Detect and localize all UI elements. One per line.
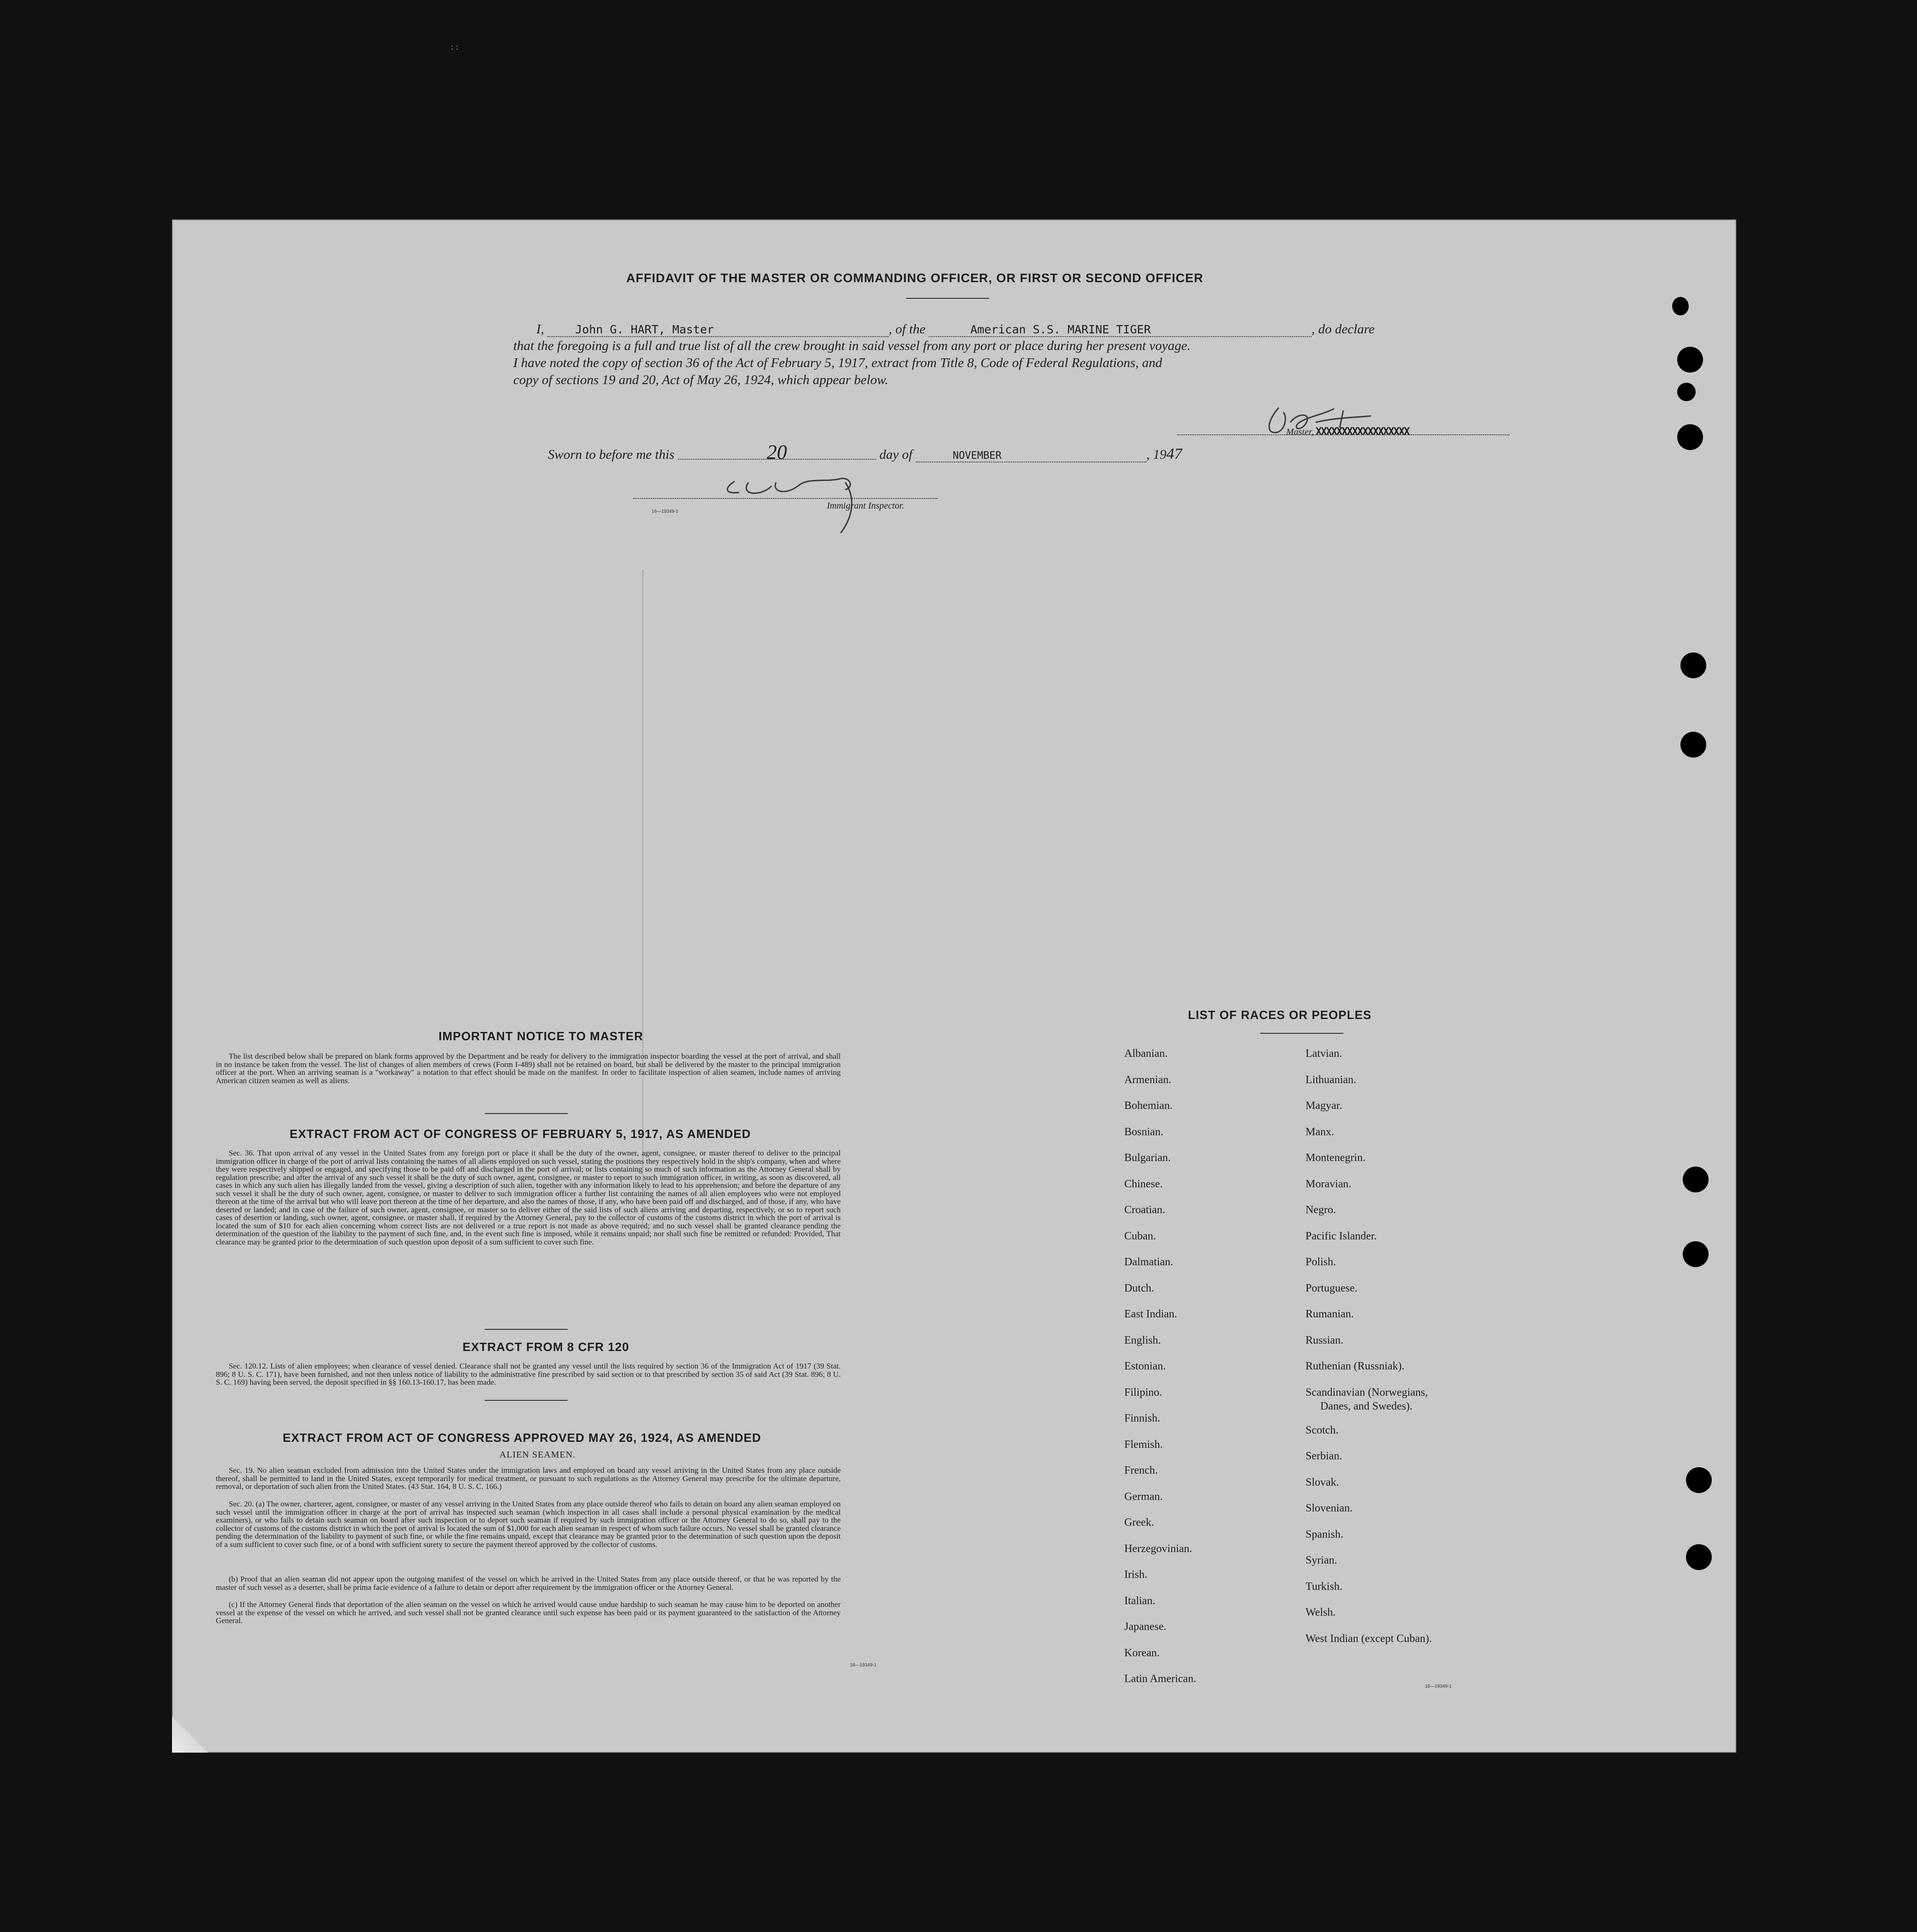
race-item: Finnish. [1124,1412,1161,1424]
inspector-signature-block [633,468,1002,538]
race-item: Montenegrin. [1306,1152,1365,1164]
race-item: Slovenian. [1306,1502,1353,1514]
punch-hole [1686,1467,1712,1493]
extract-1924-title: EXTRACT FROM ACT OF CONGRESS APPROVED MAY 26, 1924, AS AMENDED [283,1431,761,1445]
race-item: Scotch. [1306,1424,1339,1436]
blank-list-area [642,570,645,1225]
race-item: Albanian. [1124,1048,1168,1060]
affidavit-line-3: I have noted the copy of section 36 of the Act of February 5, 1917, extract from Title 8, Code of Federal Regulations, and [513,356,1163,370]
races-right-group-b [1306,1424,1432,1659]
race-item: Dutch. [1124,1282,1154,1294]
race-item: Magyar. [1306,1100,1342,1112]
sec19-body: Sec. 19. No alien seaman excluded from admission into the United States under the immigration laws and employed on board any vessel arriving in the United States from any place outside thereof, shall be permitted to land in the United States, except temporarily for medical treatment, or pursuant to such regulations as the Attorney General may prescribe for the ultimate departure, removal, or deportation of such alien from the United States. (43 Stat. 164, 8 U. S. C. 166.) [216,1466,841,1491]
race-item: Croatian. [1124,1204,1165,1216]
punch-hole [1677,383,1696,401]
race-item: West Indian (except Cuban). [1306,1632,1432,1645]
sworn-day: 20 [678,446,876,460]
race-item: Ruthenian (Russniak). [1306,1360,1405,1372]
sec20c-body: (c) If the Attorney General finds that deportation of the alien seaman on the vessel on which he arrived would cause undue hardship to such seaman he may cause him to be deported on another vessel at the expense of the vessel on which he arrived, and such vessel shall not be granted clearance until such expense has been paid or its payment guaranteed to the satisfaction of the Attorney General. [216,1600,841,1625]
punch-hole [1672,297,1689,315]
race-item: Flemish. [1124,1438,1163,1451]
race-item: Portuguese. [1306,1282,1358,1294]
race-item: Polish. [1306,1256,1336,1268]
race-item: Dalmatian. [1124,1256,1173,1268]
title-rule [906,298,989,299]
race-item: Syrian. [1306,1554,1337,1566]
affidavit-title: AFFIDAVIT OF THE MASTER OR COMMANDING OFFICER, OR FIRST OR SECOND OFFICER [626,271,1204,285]
year-prefix: , 19 [1146,447,1167,462]
races-column-left [1124,1048,1196,1699]
race-item: Korean. [1124,1647,1160,1659]
sworn-line [548,441,1182,463]
race-item: Welsh. [1306,1606,1336,1618]
race-item: Filipino. [1124,1386,1163,1399]
race-item-text: Danes, and Swedes). [1320,1400,1413,1412]
punch-hole [1683,1167,1709,1192]
race-item: Manx. [1306,1126,1334,1138]
race-item: Pacific Islander. [1306,1230,1377,1242]
punch-hole [1680,732,1706,758]
inspector-caption: Immigrant Inspector. [827,501,904,511]
folded-corner [172,1716,209,1753]
scan-mark-top: :: [450,42,460,52]
of-the-label: , of the [889,322,926,337]
races-title: LIST OF RACES OR PEOPLES [1188,1008,1372,1022]
extract-1917-body: Sec. 36. That upon arrival of any vessel in the United States from any foreign port or place it shall be the duty of the owner, agent, consignee, or master thereof to deliver to the principal immigration officer in charge of the port of arrival lists containing the names of all aliens employed on such vessel, stating the positions they respectively hold in the ship's company, when and where they were respectively shipped or engaged, and specifying those to be paid off and discharged in the port of arrival; or lists containing so much of such information as the Attorney General shall by regulation prescribe; and after the arrival of any such vessel it shall be the duty of such owner, agent, consignee, or master to report to such immigration officer, in writing, as soon as discovered, all cases in which any such alien has illegally landed from the vessel, giving a description of such alien, together with any information likely to lead to his apprehension; and before the departure of any such vessel it shall be the duty of such owner, agent, consignee, or master to deliver to such immigration officer a further list containing the names of all alien employees who were not employed thereon at the time of the arrival but who will leave port thereon at the time of her departure, and also the names of those, if any, who have been paid off and discharged, and of those, if any, who have deserted or landed; and in case of the failure of such owner, agent, consignee, or master so to deliver either of the said lists of such aliens arriving and departing, respectively, or so to report such cases of desertion or landing, such owner, agent, consignee, or master shall, if required by the Attorney General, pay to the collector of customs of the customs district in which the port of arrival is located the sum of $10 for each alien concerning whom correct lists are not delivered or a true report is not made as above required; and no such vessel shall be granted clearance pending the determination of the question of the liability to the payment of such fine, and, in the event such fine is imposed, while it remains unpaid; nor shall such fine be remitted or refunded: Provided, That clearance may be granted prior to the determination of such question upon deposit of a sum sufficient to cover such fine. [216,1149,841,1246]
race-item-text: Scandinavian (Norwegians, [1306,1386,1428,1399]
race-item: Latin American. [1124,1673,1196,1685]
race-item: Russian. [1306,1334,1344,1346]
race-item: Moravian. [1306,1178,1352,1190]
sworn-month: NOVEMBER [916,450,1146,462]
master-signature-block [1177,404,1509,436]
pronoun: I, [536,322,544,337]
punch-hole [1677,347,1703,373]
sworn-prefix: Sworn to before me this [548,447,675,462]
race-item: Turkish. [1306,1580,1342,1593]
race-item: Rumanian. [1306,1308,1354,1320]
race-item: Bosnian. [1124,1126,1163,1138]
race-item: Bulgarian. [1124,1152,1171,1164]
race-item: Italian. [1124,1594,1156,1607]
races-right-group-a [1306,1048,1432,1387]
extract-cfr-title: EXTRACT FROM 8 CFR 120 [463,1340,629,1354]
form-number-affidavit: 16—19349-1 [652,509,678,514]
punch-hole [1683,1241,1709,1267]
race-item-scandinavian [1306,1387,1432,1424]
master-caption: Master, [1286,427,1314,437]
sec20a-body: Sec. 20. (a) The owner, charterer, agent, consignee, or master of any vessel arriving in the United States from any place outside thereof who fails to detain on board any alien seaman employed on such vessel until the immigration officer in charge at the port of arrival has inspected such seaman (which inspection in all cases shall include a personal physical examination by the medical examiners), or who fails to detain such seaman on board after such inspection or to deport such seaman if required by such immigration officer or the Attorney General to do so, shall pay to the collector of customs of the customs district in which the port of arrival is located the sum of $1,000 for each alien seaman in respect of whom such failure occurs. No vessel shall be granted clearance pending the determination of the liability to payment of such fine, or while the fine remains unpaid, except that clearance may be granted prior to the determination of such question upon the deposit of a sum sufficient to cover such fine, or of a bond with sufficient surety to secure the payment thereof approved by the collector of customs. [216,1499,841,1549]
race-item: Latvian. [1306,1048,1342,1060]
affidavit-line-2: that the foregoing is a full and true list of all the crew brought in said vessel from any port or place during her present voyage. [513,338,1191,353]
form-number-extracts: 16—19349-1 [850,1663,877,1668]
struck-title: XXXXXXXXXXXXXXXXXX [1316,426,1409,438]
punch-hole [1680,652,1706,678]
race-item: Bohemian. [1124,1100,1173,1112]
day-of-label: day of [879,447,913,462]
do-declare-label: , do declare [1312,322,1375,337]
extract-1917-title: EXTRACT FROM ACT OF CONGRESS OF FEBRUARY 5, 1917, AS AMENDED [290,1127,751,1141]
race-item: French. [1124,1464,1158,1476]
race-item: Armenian. [1124,1073,1171,1086]
form-number-races: 16—19349-1 [1425,1684,1452,1689]
race-item: Lithuanian. [1306,1073,1356,1086]
race-item: Herzegovinian. [1124,1542,1193,1555]
race-item: German. [1124,1490,1163,1503]
race-item: Slovak. [1306,1476,1339,1488]
notice-title: IMPORTANT NOTICE TO MASTER [439,1029,643,1043]
affidavit-line-4: copy of sections 19 and 20, Act of May 26, 1924, which appear below. [513,373,889,387]
punch-hole [1686,1544,1712,1570]
race-item: Negro. [1306,1204,1336,1216]
race-item: Cuban. [1124,1230,1156,1242]
notice-body: The list described below shall be prepared on blank forms approved by the Department and be ready for delivery to the immigration inspector boarding the vessel at the port of arrival, and shall in no instance be taken from the vessel. The list of changes of alien members of crews (Form I-489) shall not be retained on board, but shall be delivered by the master to the principal immigration officer at the port. When an arriving seaman is a "workaway" a notation to that effect should be made on the manifest. In order to facilitate inspection of alien seamen, include names of arriving American citizen seamen as well as aliens. [216,1052,841,1085]
race-item: Spanish. [1306,1528,1344,1541]
vessel-name: American S.S. MARINE TIGER [929,323,1312,337]
race-item: Greek. [1124,1517,1154,1529]
race-item: Estonian. [1124,1360,1166,1372]
race-item: Irish. [1124,1569,1147,1581]
race-item: Japanese. [1124,1621,1167,1633]
punch-hole [1677,424,1703,450]
year-suffix: 47 [1166,445,1182,462]
extract-cfr-body: Sec. 120.12. Lists of alien employees; when clearance of vessel denied. Clearance shall not be granted any vessel until the lists required by section 36 of the Immigration Act of 1917 (39 Stat. 896; 8 U. S. C. 171), have been furnished, and not then unless notice of liability to the administrative fine prescribed by said section or to that prescribed by section 35 of said Act (39 Stat. 896; 8 U. S. C. 169) having been served, the deposit specified in §§ 160.13-160.17, has been made. [216,1362,841,1387]
race-item: English. [1124,1334,1161,1346]
affidavit-line-1 [536,322,1375,337]
sec20b-body: (b) Proof that an alien seaman did not appear upon the outgoing manifest of the vessel on which he arrived in the United States from any place outside thereof, or that he was reported by the master of such vessel as a deserter, shall be prima facie evidence of a failure to detain or deport after requirement by the immigration officer or the Attorney General. [216,1575,841,1592]
manifest-page [172,219,1736,1753]
extract-1924-subtitle: ALIEN SEAMEN. [499,1450,576,1460]
races-column-right [1306,1048,1432,1659]
race-item: Chinese. [1124,1178,1163,1190]
race-item: Serbian. [1306,1450,1342,1462]
officer-name: John G. HART, Master [547,323,889,337]
race-item: East Indian. [1124,1308,1177,1320]
inspector-signature [633,468,1002,538]
